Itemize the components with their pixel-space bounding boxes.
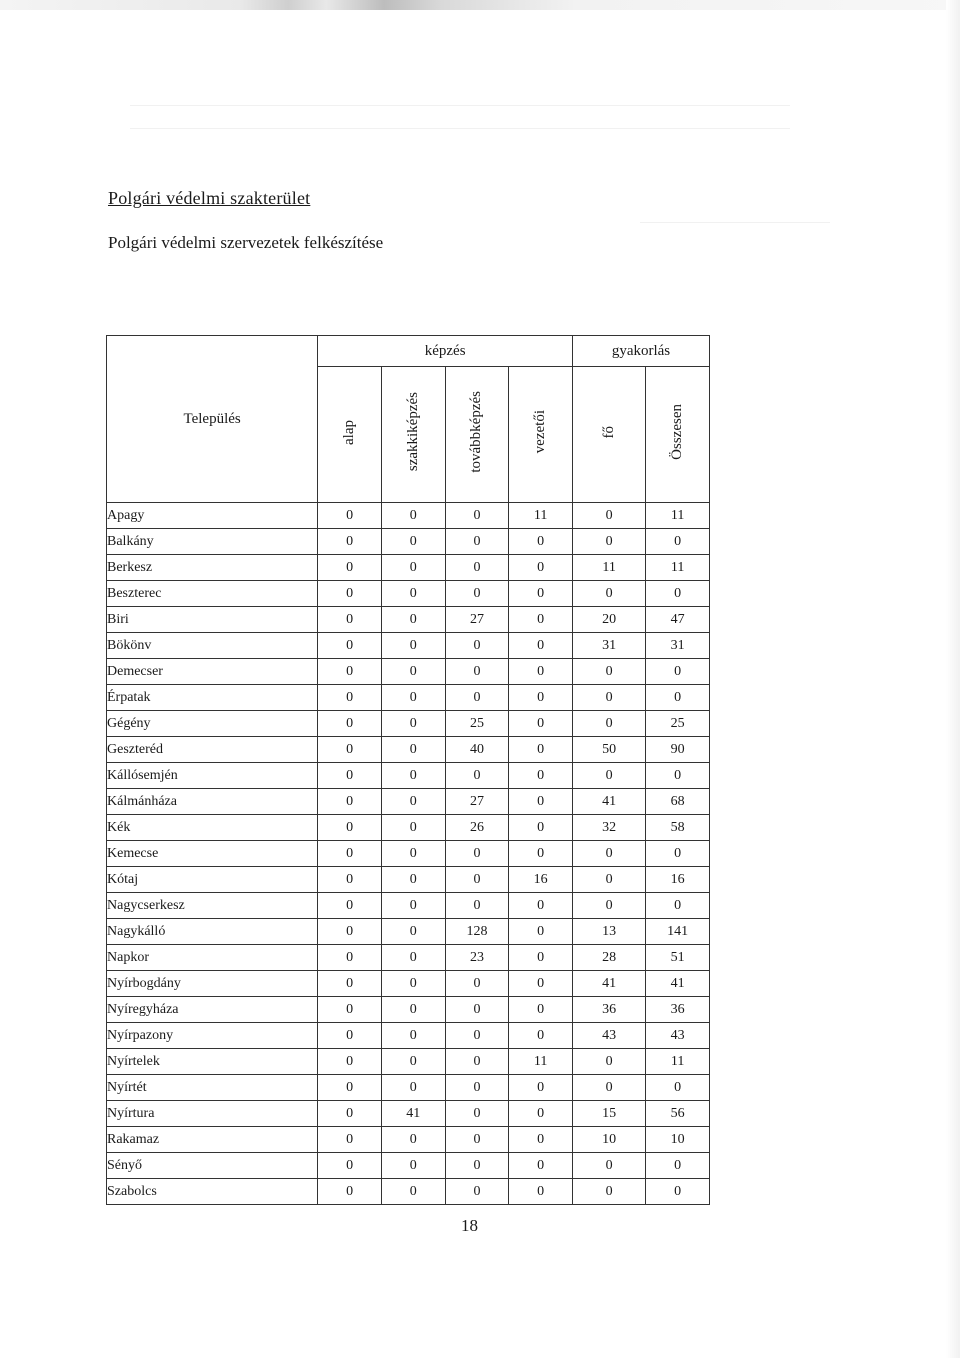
place-name-cell: Érpatak (107, 685, 318, 711)
value-cell: 0 (318, 1023, 382, 1049)
place-name-cell: Rakamaz (107, 1127, 318, 1153)
value-cell: 0 (646, 763, 710, 789)
value-cell: 0 (445, 763, 509, 789)
value-cell: 0 (318, 919, 382, 945)
value-cell: 10 (646, 1127, 710, 1153)
value-cell: 0 (509, 893, 573, 919)
place-name-cell: Nagykálló (107, 919, 318, 945)
header-group-practice: gyakorlás (573, 336, 710, 367)
table-row (107, 763, 710, 789)
place-name-cell: Berkesz (107, 555, 318, 581)
value-cell: 25 (445, 711, 509, 737)
header-tovabbkepzes: továbbképzés (468, 391, 485, 473)
value-cell: 0 (445, 503, 509, 529)
value-cell: 0 (445, 581, 509, 607)
value-cell: 0 (381, 919, 445, 945)
header-vezetoi: vezetői (532, 410, 549, 454)
value-cell: 0 (318, 1101, 382, 1127)
table-row (107, 1049, 710, 1075)
value-cell: 11 (509, 1049, 573, 1075)
value-cell: 41 (381, 1101, 445, 1127)
value-cell: 0 (445, 529, 509, 555)
header-cell-tovabbkepzes (445, 367, 509, 503)
header-fo: fő (600, 425, 617, 439)
value-cell: 0 (646, 659, 710, 685)
value-cell: 0 (445, 1179, 509, 1205)
value-cell: 0 (318, 763, 382, 789)
value-cell: 11 (646, 503, 710, 529)
place-name-cell: Szabolcs (107, 1179, 318, 1205)
value-cell: 36 (573, 997, 646, 1023)
value-cell: 0 (646, 529, 710, 555)
value-cell: 0 (573, 867, 646, 893)
value-cell: 0 (381, 1023, 445, 1049)
value-cell: 0 (646, 841, 710, 867)
value-cell: 36 (646, 997, 710, 1023)
value-cell: 0 (381, 581, 445, 607)
section-subheading: Polgári védelmi szervezetek felkészítése (108, 233, 384, 252)
value-cell: 0 (445, 971, 509, 997)
value-cell: 41 (573, 971, 646, 997)
table-row (107, 1153, 710, 1179)
table-row (107, 581, 710, 607)
value-cell: 58 (646, 815, 710, 841)
value-cell: 0 (573, 1075, 646, 1101)
table-row (107, 867, 710, 893)
value-cell: 0 (509, 555, 573, 581)
value-cell: 0 (445, 1101, 509, 1127)
value-cell: 0 (318, 633, 382, 659)
table-row (107, 737, 710, 763)
value-cell: 16 (646, 867, 710, 893)
value-cell: 0 (573, 711, 646, 737)
value-cell: 141 (646, 919, 710, 945)
value-cell: 0 (318, 1049, 382, 1075)
value-cell: 0 (509, 633, 573, 659)
value-cell: 0 (318, 1127, 382, 1153)
training-table (106, 335, 710, 1205)
value-cell: 40 (445, 737, 509, 763)
value-cell: 0 (445, 1075, 509, 1101)
header-cell-vezetoi (509, 367, 573, 503)
place-name-cell: Gégény (107, 711, 318, 737)
value-cell: 0 (318, 1075, 382, 1101)
table-row (107, 893, 710, 919)
table-row (107, 841, 710, 867)
value-cell: 0 (646, 1153, 710, 1179)
value-cell: 0 (381, 1049, 445, 1075)
value-cell: 11 (646, 1049, 710, 1075)
value-cell: 0 (573, 685, 646, 711)
table-body (107, 503, 710, 1205)
value-cell: 0 (509, 737, 573, 763)
value-cell: 0 (445, 633, 509, 659)
value-cell: 0 (318, 503, 382, 529)
value-cell: 0 (646, 685, 710, 711)
value-cell: 0 (646, 1075, 710, 1101)
place-name-cell: Geszteréd (107, 737, 318, 763)
value-cell: 0 (381, 503, 445, 529)
value-cell: 0 (381, 945, 445, 971)
value-cell: 0 (509, 945, 573, 971)
value-cell: 0 (445, 1127, 509, 1153)
scan-artifact-strip (0, 0, 960, 10)
table-row (107, 633, 710, 659)
table-row (107, 555, 710, 581)
value-cell: 0 (646, 893, 710, 919)
value-cell: 0 (318, 737, 382, 763)
value-cell: 0 (381, 789, 445, 815)
value-cell: 26 (445, 815, 509, 841)
value-cell: 0 (381, 1075, 445, 1101)
value-cell: 25 (646, 711, 710, 737)
value-cell: 16 (509, 867, 573, 893)
place-name-cell: Beszterec (107, 581, 318, 607)
table-row (107, 503, 710, 529)
header-szakkikepzes: szakkiképzés (404, 392, 421, 472)
value-cell: 0 (318, 607, 382, 633)
place-name-cell: Kék (107, 815, 318, 841)
value-cell: 31 (646, 633, 710, 659)
value-cell: 31 (573, 633, 646, 659)
value-cell: 0 (573, 1049, 646, 1075)
value-cell: 47 (646, 607, 710, 633)
table-row (107, 1127, 710, 1153)
value-cell: 0 (381, 841, 445, 867)
header-place: Település (107, 336, 318, 503)
value-cell: 0 (381, 685, 445, 711)
table-row (107, 529, 710, 555)
value-cell: 11 (573, 555, 646, 581)
bleed-through-line (130, 105, 790, 106)
place-name-cell: Balkány (107, 529, 318, 555)
value-cell: 43 (646, 1023, 710, 1049)
value-cell: 0 (509, 607, 573, 633)
value-cell: 0 (445, 997, 509, 1023)
value-cell: 0 (381, 737, 445, 763)
value-cell: 51 (646, 945, 710, 971)
value-cell: 0 (318, 867, 382, 893)
value-cell: 20 (573, 607, 646, 633)
value-cell: 0 (381, 633, 445, 659)
value-cell: 0 (318, 555, 382, 581)
value-cell: 0 (381, 555, 445, 581)
value-cell: 0 (445, 867, 509, 893)
value-cell: 0 (381, 997, 445, 1023)
table-row (107, 607, 710, 633)
value-cell: 0 (318, 971, 382, 997)
header-alap: alap (341, 419, 358, 445)
table-row (107, 971, 710, 997)
value-cell: 0 (445, 659, 509, 685)
header-cell-szakkikepzes (381, 367, 445, 503)
value-cell: 41 (573, 789, 646, 815)
place-name-cell: Demecser (107, 659, 318, 685)
table-row (107, 789, 710, 815)
place-name-cell: Kállósemjén (107, 763, 318, 789)
table-row (107, 1101, 710, 1127)
place-name-cell: Kemecse (107, 841, 318, 867)
value-cell: 0 (381, 815, 445, 841)
value-cell: 0 (509, 1023, 573, 1049)
table-row (107, 1075, 710, 1101)
table-row (107, 1023, 710, 1049)
value-cell: 0 (573, 1179, 646, 1205)
value-cell: 13 (573, 919, 646, 945)
place-name-cell: Nyírtura (107, 1101, 318, 1127)
table-row (107, 815, 710, 841)
header-group-training: képzés (318, 336, 573, 367)
value-cell: 0 (509, 1075, 573, 1101)
value-cell: 0 (573, 529, 646, 555)
value-cell: 0 (318, 945, 382, 971)
value-cell: 0 (509, 1127, 573, 1153)
value-cell: 0 (509, 581, 573, 607)
value-cell: 15 (573, 1101, 646, 1127)
value-cell: 0 (318, 659, 382, 685)
table-row (107, 945, 710, 971)
value-cell: 0 (445, 555, 509, 581)
value-cell: 0 (509, 529, 573, 555)
value-cell: 0 (381, 867, 445, 893)
value-cell: 0 (381, 659, 445, 685)
place-name-cell: Kótaj (107, 867, 318, 893)
value-cell: 0 (509, 815, 573, 841)
value-cell: 0 (509, 1101, 573, 1127)
value-cell: 0 (573, 1153, 646, 1179)
value-cell: 0 (573, 763, 646, 789)
value-cell: 0 (573, 581, 646, 607)
table-row (107, 711, 710, 737)
value-cell: 0 (318, 997, 382, 1023)
table-row (107, 685, 710, 711)
value-cell: 28 (573, 945, 646, 971)
value-cell: 0 (381, 763, 445, 789)
value-cell: 0 (509, 659, 573, 685)
value-cell: 0 (445, 1153, 509, 1179)
value-cell: 90 (646, 737, 710, 763)
value-cell: 0 (318, 815, 382, 841)
value-cell: 43 (573, 1023, 646, 1049)
value-cell: 0 (318, 529, 382, 555)
value-cell: 0 (381, 529, 445, 555)
value-cell: 56 (646, 1101, 710, 1127)
value-cell: 0 (318, 1179, 382, 1205)
header-cell-osszesen (646, 367, 710, 503)
place-name-cell: Kálmánháza (107, 789, 318, 815)
value-cell: 0 (573, 659, 646, 685)
value-cell: 0 (381, 1127, 445, 1153)
place-name-cell: Nyírtelek (107, 1049, 318, 1075)
value-cell: 0 (509, 711, 573, 737)
value-cell: 0 (509, 789, 573, 815)
value-cell: 0 (509, 997, 573, 1023)
value-cell: 0 (318, 893, 382, 919)
header-cell-fo (573, 367, 646, 503)
value-cell: 41 (646, 971, 710, 997)
value-cell: 0 (573, 503, 646, 529)
value-cell: 68 (646, 789, 710, 815)
place-name-cell: Apagy (107, 503, 318, 529)
place-name-cell: Nagycserkesz (107, 893, 318, 919)
value-cell: 11 (646, 555, 710, 581)
value-cell: 11 (509, 503, 573, 529)
place-name-cell: Nyírbogdány (107, 971, 318, 997)
bleed-through-line (640, 222, 830, 223)
value-cell: 0 (445, 685, 509, 711)
table-row (107, 919, 710, 945)
value-cell: 0 (381, 893, 445, 919)
table-row (107, 659, 710, 685)
value-cell: 0 (509, 1179, 573, 1205)
section-heading: Polgári védelmi szakterület (108, 188, 311, 208)
value-cell: 32 (573, 815, 646, 841)
value-cell: 23 (445, 945, 509, 971)
value-cell: 0 (646, 1179, 710, 1205)
value-cell: 0 (509, 971, 573, 997)
value-cell: 0 (509, 841, 573, 867)
place-name-cell: Nyírtét (107, 1075, 318, 1101)
value-cell: 0 (509, 685, 573, 711)
place-name-cell: Biri (107, 607, 318, 633)
bleed-through-line (130, 128, 790, 129)
value-cell: 0 (318, 789, 382, 815)
value-cell: 128 (445, 919, 509, 945)
page-number: 18 (461, 1216, 478, 1235)
value-cell: 27 (445, 789, 509, 815)
value-cell: 0 (445, 1023, 509, 1049)
table-row (107, 997, 710, 1023)
value-cell: 0 (573, 841, 646, 867)
value-cell: 0 (509, 919, 573, 945)
value-cell: 27 (445, 607, 509, 633)
value-cell: 0 (509, 763, 573, 789)
value-cell: 0 (318, 1153, 382, 1179)
place-name-cell: Nyírpazony (107, 1023, 318, 1049)
value-cell: 50 (573, 737, 646, 763)
place-name-cell: Nyíregyháza (107, 997, 318, 1023)
value-cell: 0 (381, 1153, 445, 1179)
header-osszesen: Összesen (669, 404, 686, 460)
value-cell: 0 (381, 711, 445, 737)
value-cell: 0 (318, 581, 382, 607)
header-cell-alap (318, 367, 382, 503)
place-name-cell: Napkor (107, 945, 318, 971)
value-cell: 0 (445, 1049, 509, 1075)
value-cell: 0 (573, 893, 646, 919)
value-cell: 0 (646, 581, 710, 607)
value-cell: 0 (445, 841, 509, 867)
value-cell: 0 (445, 893, 509, 919)
value-cell: 0 (318, 841, 382, 867)
value-cell: 0 (318, 685, 382, 711)
value-cell: 0 (381, 607, 445, 633)
value-cell: 0 (509, 1153, 573, 1179)
value-cell: 0 (381, 1179, 445, 1205)
value-cell: 10 (573, 1127, 646, 1153)
page-edge-shadow (946, 0, 960, 1358)
table-row (107, 1179, 710, 1205)
value-cell: 0 (318, 711, 382, 737)
value-cell: 0 (381, 971, 445, 997)
place-name-cell: Bökönv (107, 633, 318, 659)
place-name-cell: Sényő (107, 1153, 318, 1179)
